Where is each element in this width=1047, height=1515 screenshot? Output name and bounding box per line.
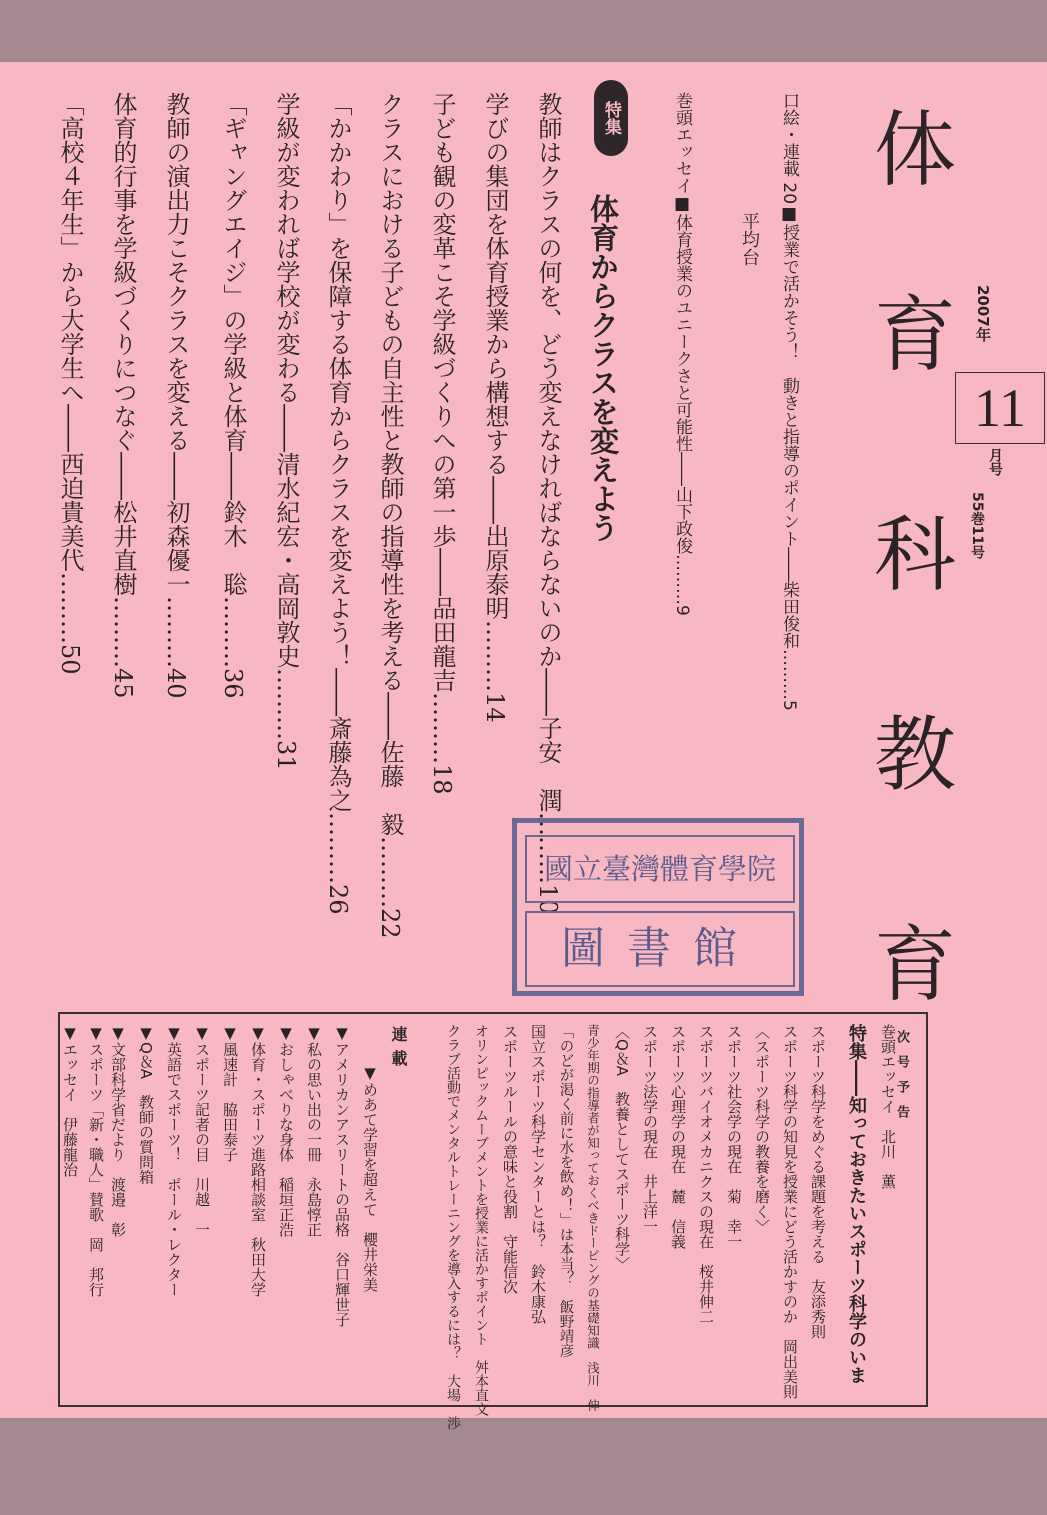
serial-item-1: ▼めあて学習を超えて 櫻井栄美	[361, 1064, 379, 1292]
feature-article-3[interactable]: 子ども観の変革こそ学級づくりへの第一歩――品田龍吉………18	[428, 92, 456, 795]
next-issue-line-13: 国立スポーツ科学センターとは？ 鈴木康弘	[529, 1024, 547, 1324]
next-issue-line-4: スポーツ科学の知見を授業にどう活かすのか 岡出美則	[781, 1024, 799, 1399]
serial-item-2: ▼アメリカンアスリートの品格 谷口輝世子	[333, 1024, 351, 1327]
serial-item-7: ▼スポーツ記者の目 川越 一	[193, 1024, 211, 1237]
feature-article-6[interactable]: 学級が変われば学校が変わる――清水紀宏・高岡敦史………31	[272, 92, 300, 771]
next-issue-line-6: スポーツ社会学の現在 菊 幸一	[725, 1024, 743, 1249]
issue-month-suffix: 月号	[987, 448, 1003, 476]
next-issue-line-10: 〈Q＆A 教養としてスポーツ科学〉	[613, 1024, 631, 1272]
next-issue-line-2: 特集――知っておきたいスポーツ科学のいま	[846, 1024, 867, 1384]
issue-month-number: 11	[955, 372, 1045, 444]
opening-essay-line[interactable]: 巻頭エッセイ■体育授業のユニークさと可能性――山下政俊………9	[672, 92, 692, 616]
next-issue-line-8: スポーツ心理学の現在 麓 信義	[669, 1024, 687, 1249]
next-issue-line-9: スポーツ法学の現在 井上洋一	[641, 1024, 659, 1234]
next-issue-line-16: クラブ活動でメンタルトレーニングを導入するには？ 大場 渉	[445, 1024, 461, 1430]
serial-item-3: ▼私の思い出の一冊 永島惇正	[305, 1024, 323, 1237]
serial-item-12: ▼エッセイ 伊藤龍治	[61, 1024, 79, 1177]
next-issue-line-5: 〈スポーツ科学の教養を磨く〉	[753, 1024, 771, 1234]
title-char-1: 体	[873, 103, 956, 198]
serial-item-6: ▼風速計 脇田泰子	[221, 1024, 239, 1162]
issue-year: 2007年	[974, 285, 992, 342]
stamp-institution: 國立臺灣體育學院	[525, 835, 795, 903]
next-issue-line-15: オリンピックムーブメントを授業に活かすポイント 舛本直文	[473, 1024, 489, 1416]
stamp-library: 圖書館	[525, 911, 795, 987]
top-margin-band	[0, 0, 1047, 62]
serial-item-10: ▼文部科学省だより 渡邉 彰	[109, 1024, 127, 1237]
serial-item-5: ▼体育・スポーツ進路相談室 秋田大学	[249, 1024, 267, 1297]
feature-article-1[interactable]: 教師はクラスの何を、どう変えなければならないのか――子安 潤………10	[534, 92, 562, 915]
feature-title: 体育からクラスを変えよう	[586, 194, 620, 542]
serial-item-9: ▼Q＆A 教師の質問箱	[137, 1024, 155, 1185]
library-stamp	[512, 818, 804, 996]
frontispiece-line[interactable]: 口絵・連載 20■授業で活かそう！ 動きと指導のポイント――柴田俊和………5	[779, 92, 799, 711]
bottom-margin-band	[0, 1418, 1047, 1515]
serial-item-11: ▼スポーツ「新・職人」賛歌 岡 邦行	[87, 1024, 105, 1297]
serial-item-4: ▼おしゃべりな身体 稲垣正浩	[277, 1024, 295, 1237]
serial-heading: 連載	[389, 1026, 408, 1074]
next-issue-line-7: スポーツバイオメカニクスの現在 桜井伸二	[697, 1024, 715, 1324]
issue-volume: 55巻11号	[969, 492, 985, 559]
serial-item-8: ▼英語でスポーツ！ ポール・レクター	[165, 1024, 183, 1297]
next-issue-line-14: スポーツルールの意味と役割 守能信次	[501, 1024, 519, 1294]
title-char-2: 育	[873, 288, 956, 383]
frontispiece-subject: 平均台	[739, 212, 760, 266]
feature-article-4[interactable]: クラスにおける子どもの自主性と教師の指導性を考える――佐藤 毅………22	[376, 92, 404, 939]
title-char-4: 教	[873, 708, 956, 803]
next-issue-line-11: 青少年期の指導者が知っておくべきドーピングの基礎知識 浅川 伸	[585, 1024, 601, 1412]
title-char-5: 育	[873, 918, 956, 1013]
next-issue-line-3: スポーツ科学をめぐる課題を考える 友添秀則	[809, 1024, 827, 1339]
next-issue-line-1: 巻頭エッセイ 北川 薫	[879, 1024, 897, 1189]
next-issue-line-12: 「のどが渇く前に水を飲め！」は本当？ 飯野靖彦	[557, 1024, 574, 1358]
feature-article-7[interactable]: 「ギャングエイジ」の学級と体育――鈴木 聡………36	[219, 92, 247, 699]
feature-article-9[interactable]: 体育的行事を学級づくりにつなぐ――松井直樹………45	[109, 92, 137, 699]
title-char-3: 科	[873, 508, 956, 603]
feature-article-5[interactable]: 「かかわり」を保障する体育からクラスを変えよう！――斎藤為之………26	[324, 92, 352, 915]
feature-badge: 特集	[594, 80, 628, 156]
next-issue-heading: 次号予告	[894, 1030, 909, 1130]
feature-article-10[interactable]: 「高校４年生」から大学生へ――西迫貴美代………50	[56, 92, 84, 675]
feature-article-8[interactable]: 教師の演出力こそクラスを変える――初森優一………40	[162, 92, 190, 699]
feature-article-2[interactable]: 学びの集団を体育授業から構想する――出原泰明………14	[481, 92, 509, 723]
